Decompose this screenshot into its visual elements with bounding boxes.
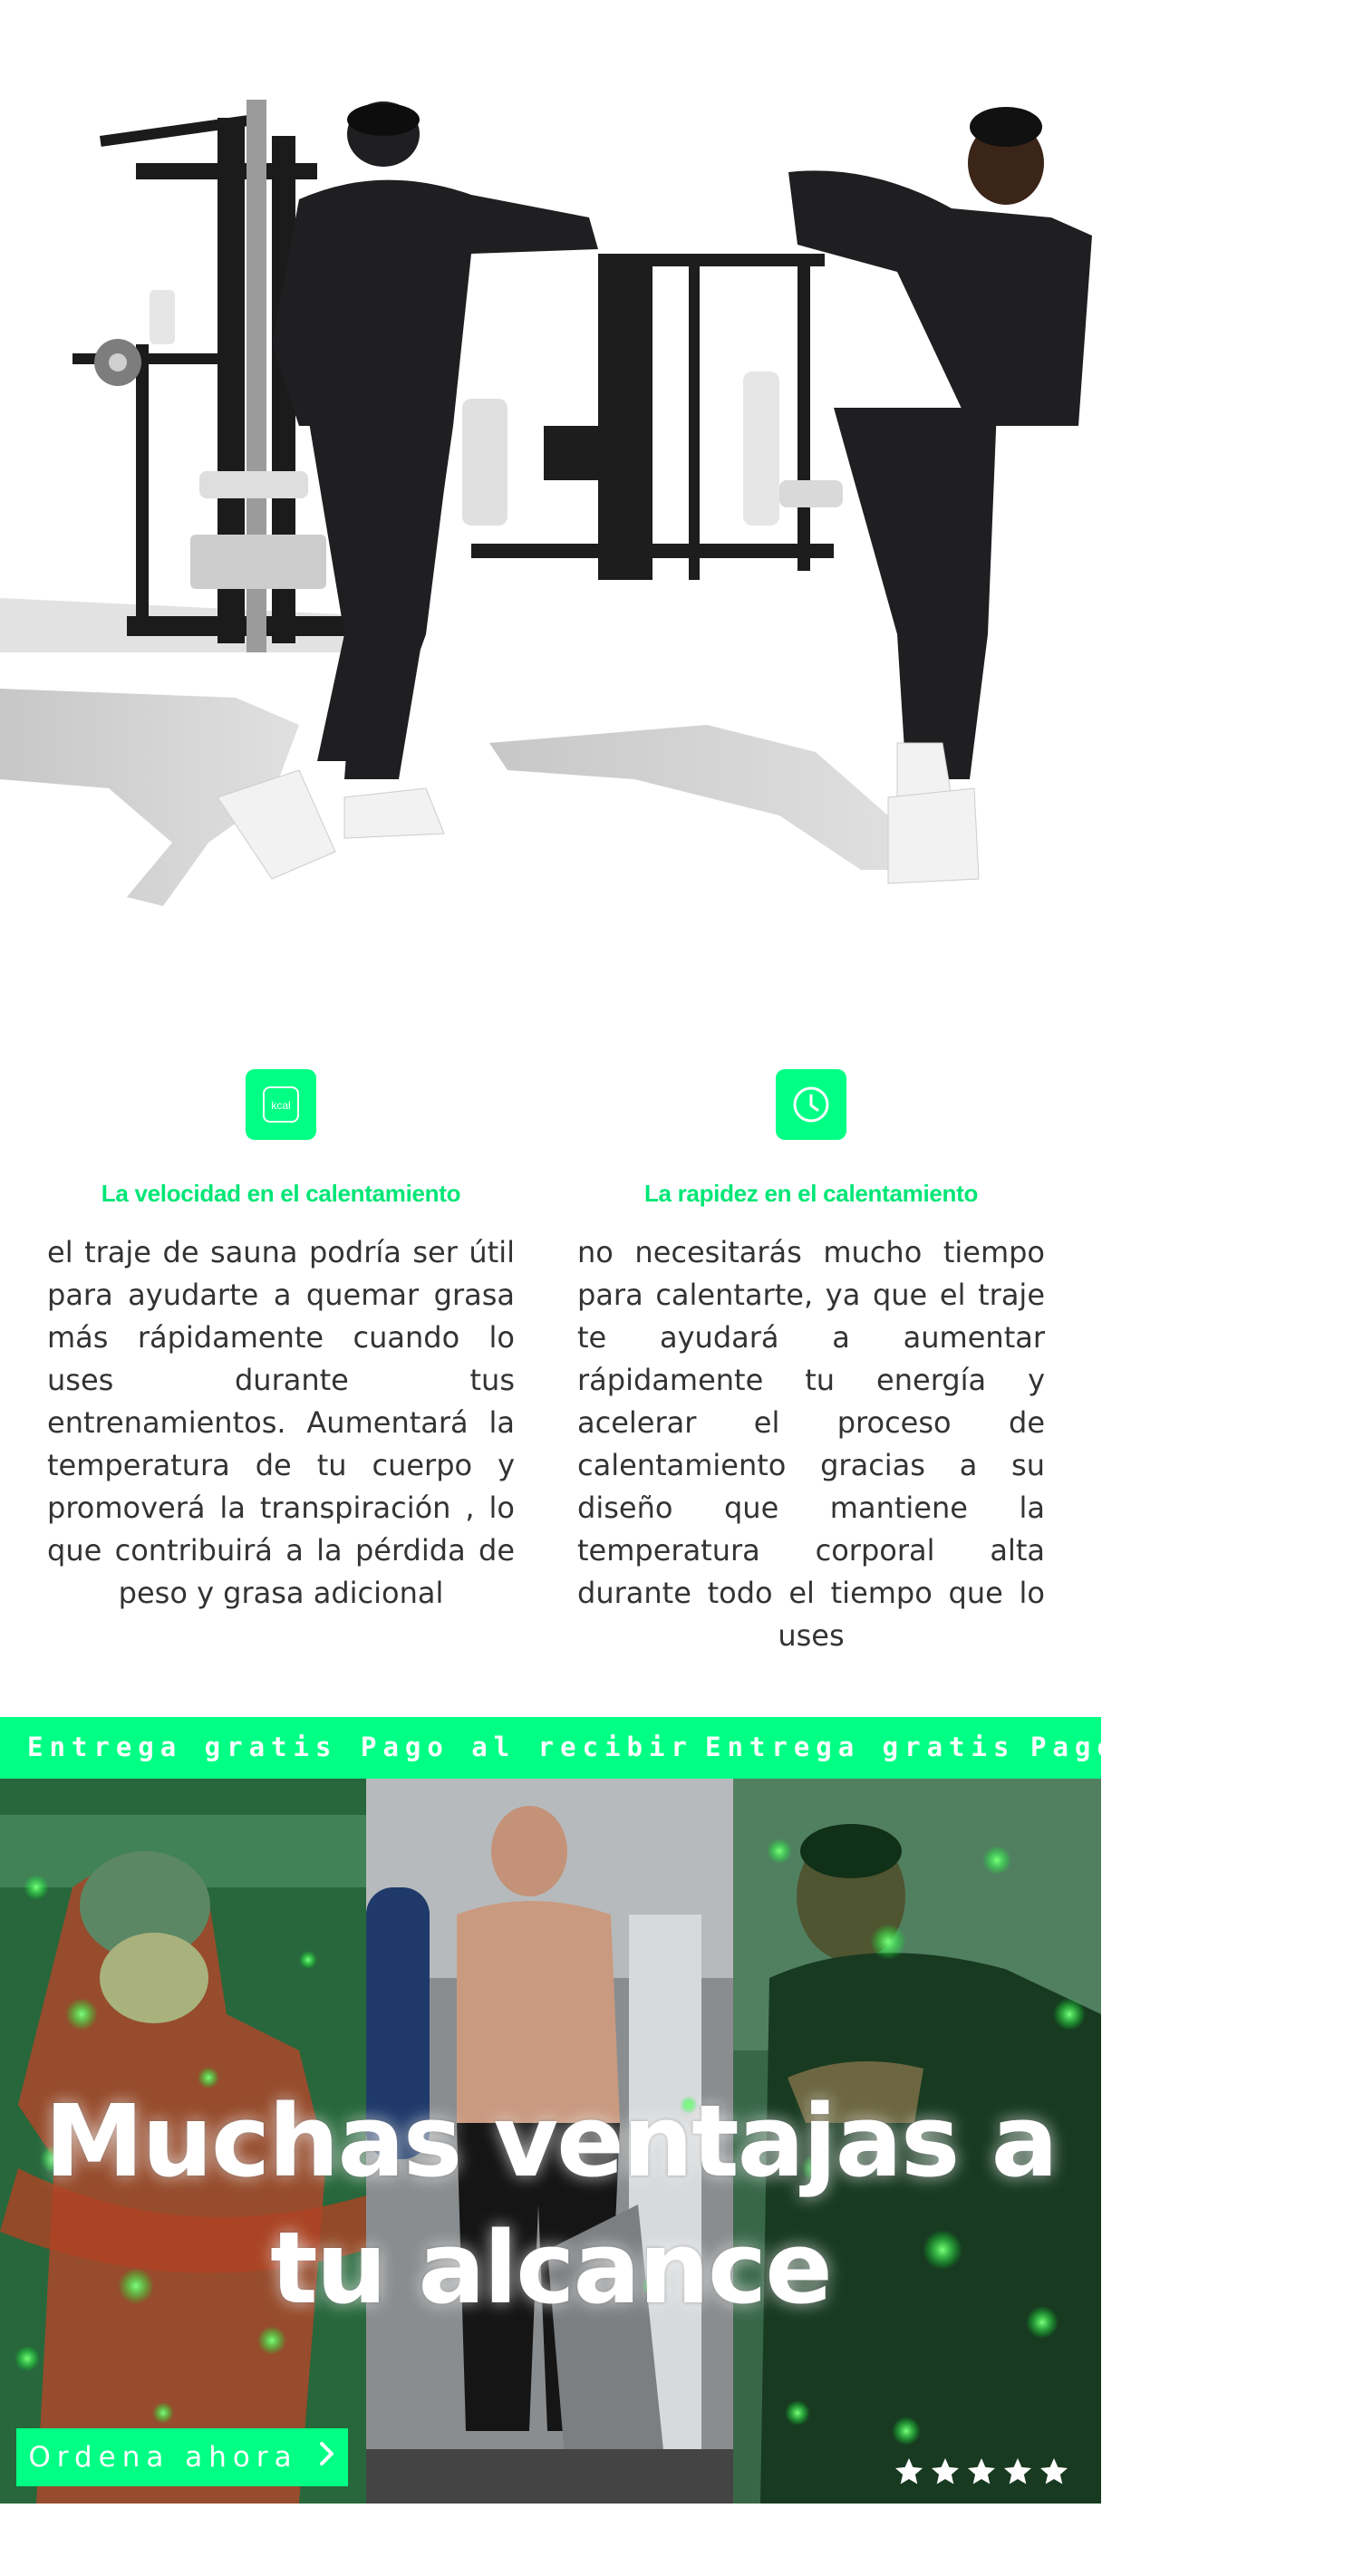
feature-description: el traje de sauna podría ser útil para ayudarte a quemar grasa más rápidamente cuando lo uses durante tus entrenamientos. Aumentará la temperatura de tu cuerpo y promoverá la transpiración , lo que contribuirá a la pérdida de peso y grasa adicional bbox=[47, 1235, 515, 1610]
cta-label: Ordena ahora bbox=[28, 2441, 298, 2474]
star-icon bbox=[893, 2455, 925, 2488]
marquee-item: Entrega gratis bbox=[705, 1732, 1016, 1762]
order-now-button[interactable] bbox=[16, 2428, 348, 2486]
feature-description: no necesitarás mucho tiempo para calentarte, ya que el traje te ayudará a aumentar rápidamente tu energía y acelerar el proceso de calentamiento gracias a su diseño que mantiene la temperatura corporal alta durante todo el tiempo que lo uses bbox=[577, 1235, 1045, 1653]
feature-title: La velocidad en el calentamiento bbox=[101, 1180, 461, 1207]
feature-card-velocidad bbox=[36, 1069, 526, 1615]
feature-title: La rapidez en el calentamiento bbox=[643, 1180, 979, 1207]
features-section bbox=[0, 1069, 1101, 1653]
marquee-item: Pago al recibir bbox=[361, 1732, 693, 1762]
rating-stars bbox=[893, 2455, 1070, 2488]
hero-image bbox=[0, 0, 1101, 960]
marquee-item: Entrega gratis bbox=[27, 1732, 338, 1762]
star-icon bbox=[1038, 2455, 1070, 2488]
marquee-item: Pago al recibir bbox=[1030, 1732, 1363, 1762]
feature-card-rapidez bbox=[566, 1069, 1056, 1657]
star-icon bbox=[929, 2455, 962, 2488]
star-icon bbox=[965, 2455, 998, 2488]
svg-text:kcal: kcal bbox=[271, 1099, 291, 1112]
hero-illustration bbox=[0, 0, 1101, 960]
banner-headline: Muchas ventajas a tu alcance bbox=[44, 2083, 1057, 2326]
kcal-icon bbox=[246, 1069, 316, 1140]
shipping-marquee bbox=[0, 1717, 1363, 1779]
advantages-banner bbox=[0, 1779, 1101, 2504]
star-icon bbox=[1001, 2455, 1034, 2488]
clock-icon bbox=[776, 1069, 846, 1140]
chevron-right-icon bbox=[318, 2441, 336, 2474]
